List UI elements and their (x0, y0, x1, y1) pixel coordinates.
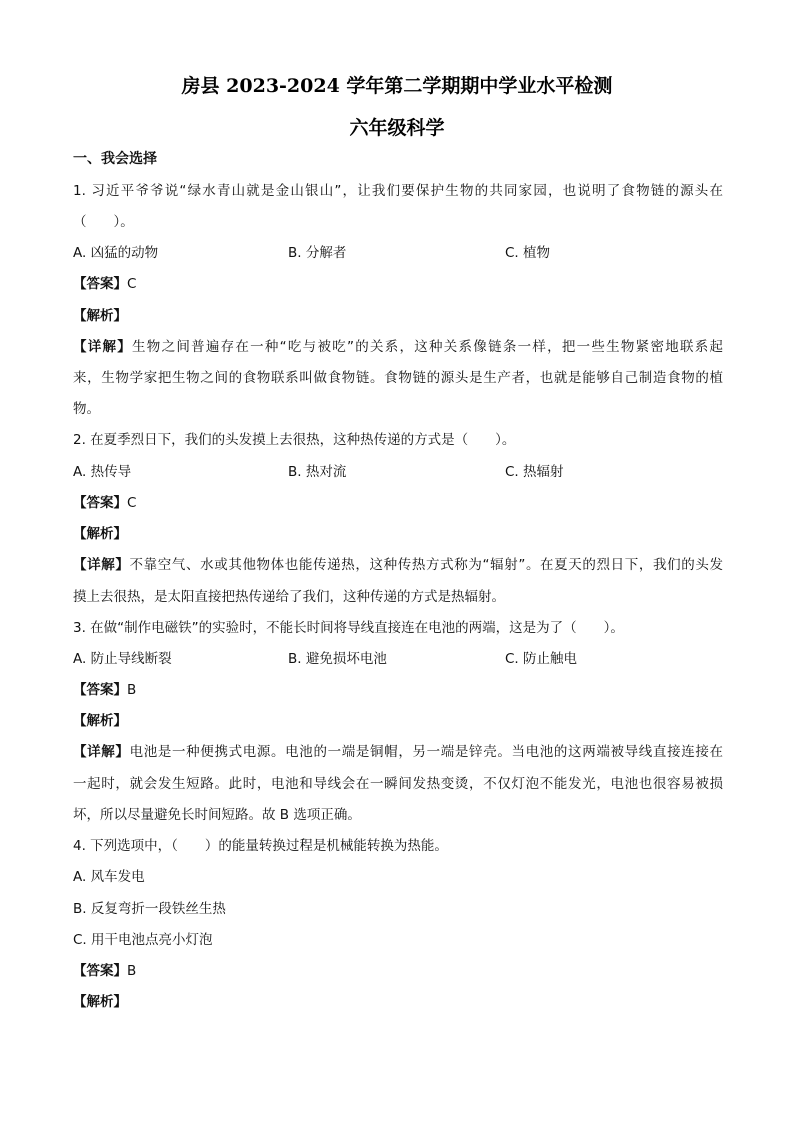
question-1-option-b: B. 分解者 (288, 245, 347, 261)
question-4-analysis-tag: 【解析】 (73, 994, 127, 1010)
page-subtitle: 六年级科学 (349, 117, 445, 139)
page-title: 房县 2023-2024 学年第二学期期中学业水平检测 (181, 75, 613, 97)
detail-tag: 【详解】 (73, 339, 133, 355)
question-4-option-a: A. 风车发电 (73, 869, 145, 885)
question-1-option-a: A. 凶猛的动物 (73, 245, 159, 261)
question-3-option-b: B. 避免损坏电池 (288, 651, 387, 667)
question-1-stem-line-2: （ ）。 (73, 214, 134, 230)
answer-value: B (127, 682, 137, 698)
question-3-analysis-tag: 【解析】 (73, 713, 127, 729)
question-2-option-c: C. 热辐射 (505, 464, 564, 480)
question-1-detail-line-3: 物。 (73, 401, 100, 417)
question-4-option-c: C. 用干电池点亮小灯泡 (73, 932, 213, 948)
answer-tag: 【答案】 (73, 276, 127, 292)
question-1-detail-line-1: 【详解】生物之间普遍存在一种“吃与被吃”的关系，这种关系像链条一样，把一些生物紧密地联系起 (73, 339, 723, 355)
question-3-answer (73, 681, 723, 699)
answer-value: C (127, 276, 137, 292)
question-1-detail-line-2: 来，生物学家把生物之间的食物联系叫做食物链。食物链的源头是生产者，也就是能够自己制造食物的植 (73, 370, 723, 386)
question-3-stem: 3. 在做“制作电磁铁”的实验时，不能长时间将导线直接连在电池的两端，这是为了（ ）。 (73, 620, 624, 636)
question-3-detail-line-2: 一起时，就会发生短路。此时，电池和导线会在一瞬间发热变烫，不仅灯泡不能发光，电池也很容易被损 (73, 776, 723, 792)
question-2-detail-line-2: 摸上去很热，是太阳直接把热传递给了我们，这种传递的方式是热辐射。 (73, 589, 505, 605)
question-1-analysis-tag: 【解析】 (73, 308, 127, 324)
question-4-stem: 4. 下列选项中，（ ）的能量转换过程是机械能转换为热能。 (73, 838, 448, 854)
question-2-detail-line-1: 【详解】不靠空气、水或其他物体也能传递热，这种传热方式称为“辐射”。在夏天的烈日下，我们的头发 (73, 557, 723, 573)
answer-tag: 【答案】 (73, 495, 127, 511)
question-2-option-a: A. 热传导 (73, 464, 132, 480)
question-3-option-a: A. 防止导线断裂 (73, 651, 172, 667)
question-1-answer (73, 275, 723, 293)
section-heading: 一、我会选择 (73, 151, 157, 167)
answer-value: B (127, 963, 137, 979)
question-1-stem-line-1: 1. 习近平爷爷说“绿水青山就是金山银山”，让我们要保护生物的共同家园，也说明了食物链的源头在 (73, 183, 723, 199)
detail-tag: 【详解】 (73, 557, 130, 573)
question-3-detail-line-1: 【详解】电池是一种便携式电源。电池的一端是铜帽，另一端是锌壳。当电池的这两端被导线直接连接在 (73, 744, 723, 760)
answer-value: C (127, 495, 137, 511)
detail-tag: 【详解】 (73, 744, 130, 760)
answer-tag: 【答案】 (73, 963, 127, 979)
question-3-detail-line-3: 坏，所以尽量避免长时间短路。故 B 选项正确。 (73, 807, 361, 823)
question-2-stem: 2. 在夏季烈日下，我们的头发摸上去很热，这种热传递的方式是（ ）。 (73, 432, 516, 448)
question-4-answer (73, 962, 723, 980)
question-2-option-b: B. 热对流 (288, 464, 347, 480)
answer-tag: 【答案】 (73, 682, 127, 698)
question-2-answer (73, 494, 723, 512)
question-3-option-c: C. 防止触电 (505, 651, 578, 667)
question-4-option-b: B. 反复弯折一段铁丝生热 (73, 901, 226, 917)
question-1-option-c: C. 植物 (505, 245, 551, 261)
question-2-analysis-tag: 【解析】 (73, 526, 127, 542)
